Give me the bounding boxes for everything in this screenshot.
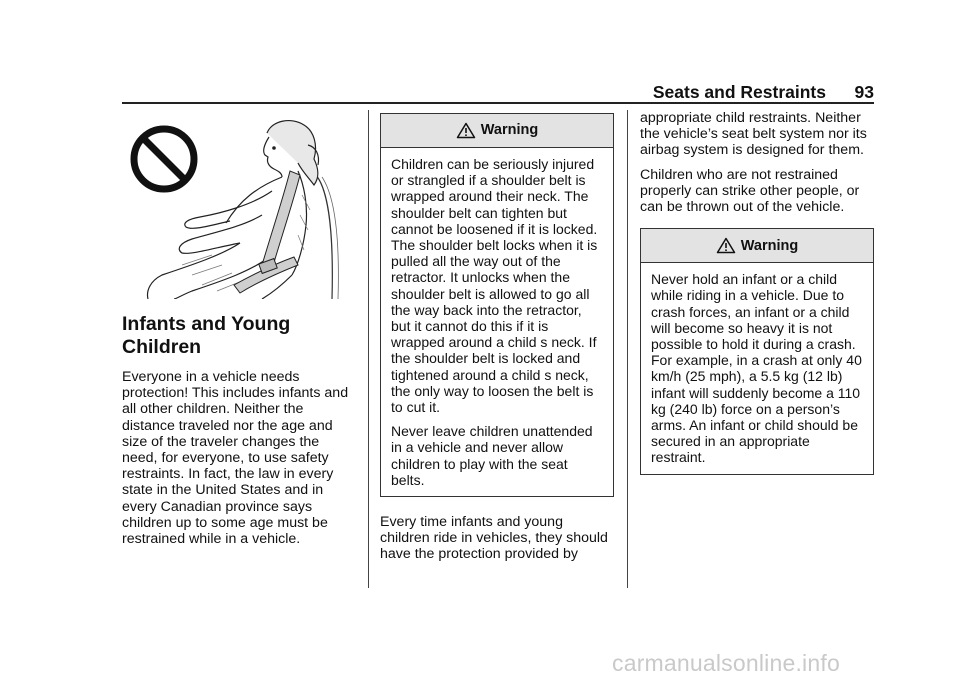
warning-box-2 (640, 228, 874, 474)
page-header (122, 82, 874, 104)
warning-box-1 (380, 113, 614, 497)
child-figure (148, 121, 319, 299)
intro-paragraph: Everyone in a vehicle needs protection! This includes infants and all other children. Neither the distance traveled nor the age and size of the traveler changes the need, for everyone, to use safety restraints. In fact, the law in every state in the United States and in every Canadian province says children up to some age must be restrained while in a vehicle. (122, 369, 349, 548)
warning-triangle-icon (716, 237, 736, 254)
warning-1-text-1: Children can be seriously injured or strangled if a shoulder belt is wrapped around their neck. The shoulder belt can tighten but cannot be loosened if it is locked. The shoulder belt locks when it is pulled all the way out of the retractor. It unlocks when the shoulder belt is allowed to go all the way back into the retractor, but it cannot do this if it is wrapped around a child s neck. If the shoulder belt is locked and tightened around a child s neck, the only way to loosen the belt is to cut it. (391, 156, 598, 416)
warning-2-text-1: Never hold an infant or a child while riding in a vehicle. Due to crash forces, an infant or a child will become so heavy it is not possible to hold it during a crash. For example, in a crash at only 40 km/h (25 mph), a 5.5 kg (12 lb) infant will suddenly become a 110 kg (240 lb) force on a person’s arms. An infant or child should be secured in an appropriate restraint. (651, 271, 862, 466)
child-restraint-paragraph: Every time infants and young children ride in vehicles, they should have the protection provided by (380, 514, 608, 563)
section-heading: Infants and Young Children (122, 313, 291, 358)
warning-1-text-2: Never leave children unattended in a vehicle and never allow children to play with the seat belts. (391, 423, 593, 488)
illustration-svg (122, 115, 352, 299)
warning-header-1 (381, 114, 613, 148)
column-divider-1 (368, 110, 369, 588)
warning-label-2: Warning (740, 237, 799, 254)
seat-belt (234, 171, 300, 293)
column-1 (122, 115, 354, 555)
column-divider-2 (627, 110, 628, 588)
child-seatbelt-illustration (122, 115, 352, 299)
page-number: 93 (854, 82, 874, 102)
prohibition-icon (134, 129, 194, 189)
warning-header-2 (641, 229, 873, 263)
column-3 (640, 110, 874, 475)
watermark: carmanualsonline.info (612, 650, 840, 676)
unrestrained-paragraph: Children who are not restrained properly can strike other people, or can be thrown out of the vehicle. (640, 166, 860, 216)
warning-label-1: Warning (480, 122, 539, 139)
column-2 (380, 113, 614, 571)
section-title: Seats and Restraints (652, 82, 826, 102)
warning-triangle-icon (456, 122, 476, 139)
restraint-continued-paragraph: appropriate child restraints. Neither the vehicle’s seat belt system nor its airbag system is designed for them. (640, 110, 867, 159)
